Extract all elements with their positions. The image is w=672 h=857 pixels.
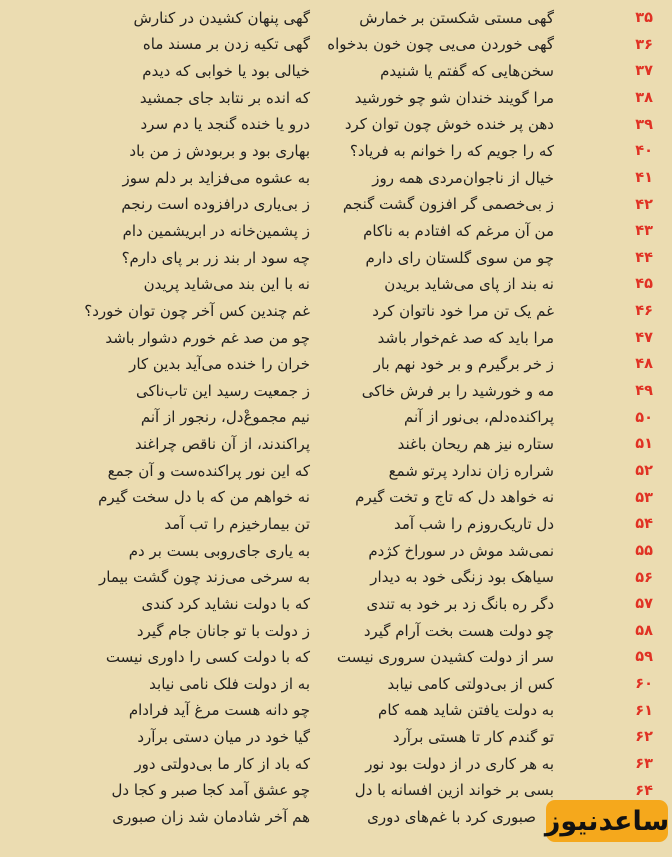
second-hemistich: تن بیمارخیزم را تب آمد [164,514,310,533]
second-hemistich: هم آخر شادمان شد زان صبوری [112,808,310,827]
verse-number: ۶۲ [635,729,653,746]
verse-number: ۴۷ [635,329,653,346]
second-hemistich: که با دولت کسی را داوری نیست [105,648,310,667]
verse-row [0,5,672,32]
second-hemistich: خران را خنده می‌آید بدین کار [129,355,310,374]
first-hemistich: من آن مرغم که افتادم به ناکام [363,221,554,240]
first-hemistich: نه خواهد دل که تاج و تخت گیرم [355,488,554,507]
second-hemistich: نه با این بند می‌شاید پریدن [143,275,310,294]
first-hemistich: کس از بی‌دولتی کامی نیابد [387,674,554,693]
verse-number: ۵۴ [635,516,653,533]
verse-row [0,458,672,485]
first-hemistich: دهن پر خنده خوش چون توان کرد [344,115,554,134]
verse-number: ۳۶ [635,36,653,53]
verse-row [0,58,672,85]
verse-row [0,698,672,725]
second-hemistich: پراکندند، از آن ناقص چراغند [135,435,310,454]
first-hemistich: سیاهک بود زنگی خود به دیدار [370,568,554,587]
verse-number: ۳۹ [635,116,653,133]
second-hemistich: ز پشمین‌خانه در ابریشمین دام [122,221,310,240]
first-hemistich: صبوری کرد با غم‌های دوری [367,808,536,827]
verse-number: ۵۵ [635,542,653,559]
second-hemistich: که انده بر نتابد جای جمشید [139,88,310,107]
verse-row [0,351,672,378]
verse-number: ۴۴ [635,249,653,266]
verse-number: ۳۷ [635,63,653,80]
first-hemistich: سخن‌هایی که گفتم یا شنیدم [380,62,554,81]
verse-number: ۳۵ [635,10,653,27]
first-hemistich: گهی مستی شکستن بر خمارش [359,8,554,27]
second-hemistich: که این نور پراکنده‌ست و آن جمع [107,461,310,480]
first-hemistich: مرا باید که صد غم‌خوار باشد [377,328,554,347]
second-hemistich: چو عشق آمد کجا صبر و کجا دل [111,781,310,800]
verse-row [0,431,672,458]
verse-row [0,85,672,112]
first-hemistich: پراکنده‌دلم، بی‌نور از آنم [404,408,554,427]
second-hemistich: گیا خود در میان دستی برآرد [137,728,310,747]
verse-number: ۴۱ [635,169,653,186]
verse-row [0,485,672,512]
first-hemistich: مرا گویند خندان شو چو خورشید [354,88,554,107]
verse-row [0,751,672,778]
verse-number: ۵۹ [635,649,653,666]
verse-row [0,112,672,139]
verse-number: ۵۷ [635,596,653,613]
second-hemistich: چه سود ار بند زر بر پای دارم؟ [121,248,310,267]
first-hemistich: ز خر برگیرم و بر خود نهم بار [373,355,554,374]
verse-row [0,138,672,165]
verse-row [0,724,672,751]
first-hemistich: که را جویم که را خوانم به فریاد؟ [349,142,554,161]
first-hemistich: بسی بر خواند ازین افسانه با دل [354,781,554,800]
verse-number: ۴۶ [635,303,653,320]
verse-number: ۶۱ [635,702,653,719]
second-hemistich: گهی پنهان کشیدن در کنارش [133,8,310,27]
second-hemistich: گهی تکیه زدن بر مسند ماه [142,35,310,54]
second-hemistich: بهاری بود و بربودش ز من باد [129,142,310,161]
first-hemistich: به دولت یافتن شاید همه کام [378,701,554,720]
verse-row [0,405,672,432]
verse-number: ۵۸ [635,622,653,639]
second-hemistich: که باد از کار ما بی‌دولتی دور [134,754,310,773]
verse-row [0,511,672,538]
first-hemistich: خیال از ناجوان‌مردی همه روز [372,168,554,187]
first-hemistich: نه بند از پای می‌شاید بریدن [384,275,554,294]
second-hemistich: چو من صد غم خورم دشوار باشد [105,328,310,347]
second-hemistich: که با دولت نشاید کرد کندی [141,594,310,613]
verse-row [0,298,672,325]
first-hemistich: تو گندم کار تا هستی برآرد [392,728,554,747]
first-hemistich: سر از دولت کشیدن سروری نیست [336,648,554,667]
first-hemistich: به هر کاری در از دولت بود نور [365,754,554,773]
verse-number: ۴۹ [635,383,653,400]
verse-row [0,591,672,618]
verse-row [0,671,672,698]
second-hemistich: خیالی بود یا خوابی که دیدم [142,62,310,81]
verse-row [0,564,672,591]
second-hemistich: درو یا خنده گنجد یا دم سرد [140,115,310,134]
second-hemistich: نیم مجموعْ‌دل، رنجور از آنم [140,408,310,427]
second-hemistich: ز دولت با تو جانان جام گیرد [136,621,310,640]
verse-number: ۴۲ [635,196,653,213]
verse-row [0,218,672,245]
second-hemistich: ز جمعیت رسید این تاب‌ناکی [136,381,310,400]
first-hemistich: مه و خورشید را بر فرش خاکی [361,381,554,400]
first-hemistich: دل تاریک‌روزم را شب آمد [393,514,554,533]
verse-row [0,644,672,671]
second-hemistich: به از دولت فلک نامی نیابد [149,674,310,693]
second-hemistich: ز بی‌یاری درافزوده است رنجم [121,195,310,214]
verse-number: ۵۶ [635,569,653,586]
first-hemistich: چو من سوی گلستان رای دارم [365,248,554,267]
verse-row [0,325,672,352]
verse-number: ۶۰ [635,676,653,693]
verse-number: ۴۵ [635,276,653,293]
verse-row [0,165,672,192]
verse-number: ۴۰ [635,143,653,160]
verse-number: ۵۲ [635,462,653,479]
first-hemistich: ستاره نیز هم ریحان باغند [397,435,554,454]
verse-row [0,618,672,645]
first-hemistich: شراره زان ندارد پرتو شمع [388,461,554,480]
second-hemistich: به یاری جای‌روبی بست بر دم [128,541,310,560]
verse-number: ۴۸ [635,356,653,373]
first-hemistich: گهی خوردن می‌یی چون خون بدخواه [327,35,554,54]
verse-row [0,538,672,565]
verse-number: ۵۰ [635,409,653,426]
verse-number: ۶۴ [635,782,653,799]
verse-row [0,32,672,59]
verse-row [0,191,672,218]
verse-number: ۶۳ [635,756,653,772]
second-hemistich: به سرخی می‌زند چون گشت بیمار [99,568,310,587]
verse-number: ۳۸ [635,89,653,106]
saednews-watermark: ساعدنیوز [546,800,668,842]
second-hemistich: نه خواهم من که با دل سخت گیرم [98,488,310,507]
first-hemistich: چو دولت هست بخت آرام گیرد [363,621,554,640]
verse-row [0,378,672,405]
first-hemistich: غم یک تن مرا خود ناتوان کرد [372,301,554,320]
second-hemistich: به عشوه می‌فزاید بر دلم سوز [122,168,310,187]
first-hemistich: دگر ره بانگ زد بر خود به تندی [366,594,554,613]
first-hemistich: ز بی‌خصمی گر افزون گشت گنجم [342,195,554,214]
verse-number: ۵۳ [635,489,653,506]
verse-row [0,271,672,298]
first-hemistich: نمی‌شد موش در سوراخ کژدم [368,541,554,560]
second-hemistich: چو دانه هست مرغ آید فرادام [128,701,310,720]
verse-number: ۴۳ [635,223,653,240]
verse-row [0,245,672,272]
verse-number: ۵۱ [635,436,653,453]
second-hemistich: غم چندین کس آخر چون توان خورد؟ [84,301,310,320]
